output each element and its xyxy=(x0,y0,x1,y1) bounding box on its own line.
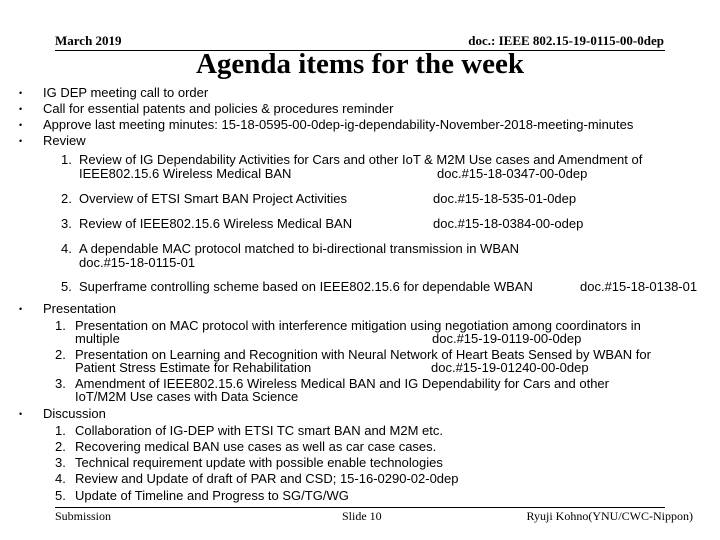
header-doc-id: doc.: IEEE 802.15-19-0115-00-0dep xyxy=(468,33,664,48)
presentation-num-2: 2. xyxy=(55,347,66,362)
item-presentation: Presentation xyxy=(43,301,116,316)
presentation-doc-1: doc.#15-19-0119-00-0dep xyxy=(432,331,582,346)
review-text-3: Review of IEEE802.15.6 Wireless Medical BAN xyxy=(79,216,353,231)
discussion-text-5: Update of Timeline and Progress to SG/TG/WG xyxy=(75,488,349,503)
item-meeting-call: IG DEP meeting call to order xyxy=(43,85,209,100)
item-patents-call: Call for essential patents and policies & procedures reminder xyxy=(43,101,394,116)
discussion-text-4: Review and Update of draft of PAR and CSD; 15-16-0290-02-0dep xyxy=(75,471,459,486)
review-text-1b: IEEE802.15.6 Wireless Medical BAN xyxy=(79,166,292,181)
review-text-4b: doc.#15-18-0115-01 xyxy=(79,255,196,270)
review-num-1: 1. xyxy=(61,152,72,167)
presentation-text-1b: multiple xyxy=(75,331,120,346)
presentation-text-2b: Patient Stress Estimate for Rehabilitation xyxy=(75,360,312,375)
discussion-num-2: 2. xyxy=(55,439,66,454)
discussion-num-5: 5. xyxy=(55,488,66,503)
header-date: March 2019 xyxy=(55,33,122,48)
review-text-2: Overview of ETSI Smart BAN Project Activities xyxy=(79,191,348,206)
discussion-num-4: 4. xyxy=(55,471,66,486)
bullet-discussion: • xyxy=(19,409,23,419)
item-approve-minutes: Approve last meeting minutes: 15-18-0595-00-0dep-ig-dependability-November-2018-meeting-minutes xyxy=(43,117,634,132)
review-doc-3: doc.#15-18-0384-00-odep xyxy=(433,216,584,231)
presentation-text-2a: Presentation on Learning and Recognition with Neural Network of Heart Beats Sensed by WBAN for xyxy=(75,347,651,362)
discussion-text-2: Recovering medical BAN use cases as well as car case cases. xyxy=(75,439,437,454)
bullet-review: • xyxy=(19,136,23,146)
presentation-num-1: 1. xyxy=(55,318,66,333)
footer-rule xyxy=(55,507,665,508)
review-text-1a: Review of IG Dependability Activities for Cars and other IoT & M2M Use cases and Amendment of xyxy=(79,152,643,167)
presentation-num-3: 3. xyxy=(55,376,66,391)
footer-submission: Submission xyxy=(55,509,112,523)
presentation-text-1a: Presentation on MAC protocol with interference mitigation using negotiation among coordinators in xyxy=(75,318,641,333)
presentation-doc-2: doc.#15-19-01240-00-0dep xyxy=(431,360,589,375)
discussion-text-1: Collaboration of IG-DEP with ETSI TC smart BAN and M2M etc. xyxy=(75,423,443,438)
review-doc-2: doc.#15-18-535-01-0dep xyxy=(433,191,577,206)
bullet-presentation: • xyxy=(19,304,23,314)
footer-slide-number: Slide 10 xyxy=(342,509,382,523)
bullet-meeting-call: • xyxy=(19,88,23,98)
presentation-text-3a: Amendment of IEEE802.15.6 Wireless Medical BAN and IG Dependability for Cars and other xyxy=(75,376,609,391)
footer-author: Ryuji Kohno(YNU/CWC-Nippon) xyxy=(526,509,693,523)
review-text-4a: A dependable MAC protocol matched to bi-directional transmission in WBAN xyxy=(79,241,520,256)
review-doc-1: doc.#15-18-0347-00-0dep xyxy=(437,166,588,181)
discussion-text-3: Technical requirement update with possible enable technologies xyxy=(75,455,443,470)
bullet-approve-minutes: • xyxy=(19,120,23,130)
discussion-num-1: 1. xyxy=(55,423,66,438)
review-num-2: 2. xyxy=(61,191,72,206)
review-num-4: 4. xyxy=(61,241,72,256)
review-text-5: Superframe controlling scheme based on IEEE802.15.6 for dependable WBAN xyxy=(79,279,533,294)
item-discussion: Discussion xyxy=(43,406,106,421)
bullet-patents-call: • xyxy=(19,104,23,114)
review-num-3: 3. xyxy=(61,216,72,231)
review-doc-5: doc.#15-18-0138-01 xyxy=(580,279,698,294)
item-review: Review xyxy=(43,133,86,148)
slide-title: Agenda items for the week xyxy=(195,48,525,80)
discussion-num-3: 3. xyxy=(55,455,66,470)
presentation-text-3b: IoT/M2M Use cases with Data Science xyxy=(75,389,299,404)
review-num-5: 5. xyxy=(61,279,72,294)
